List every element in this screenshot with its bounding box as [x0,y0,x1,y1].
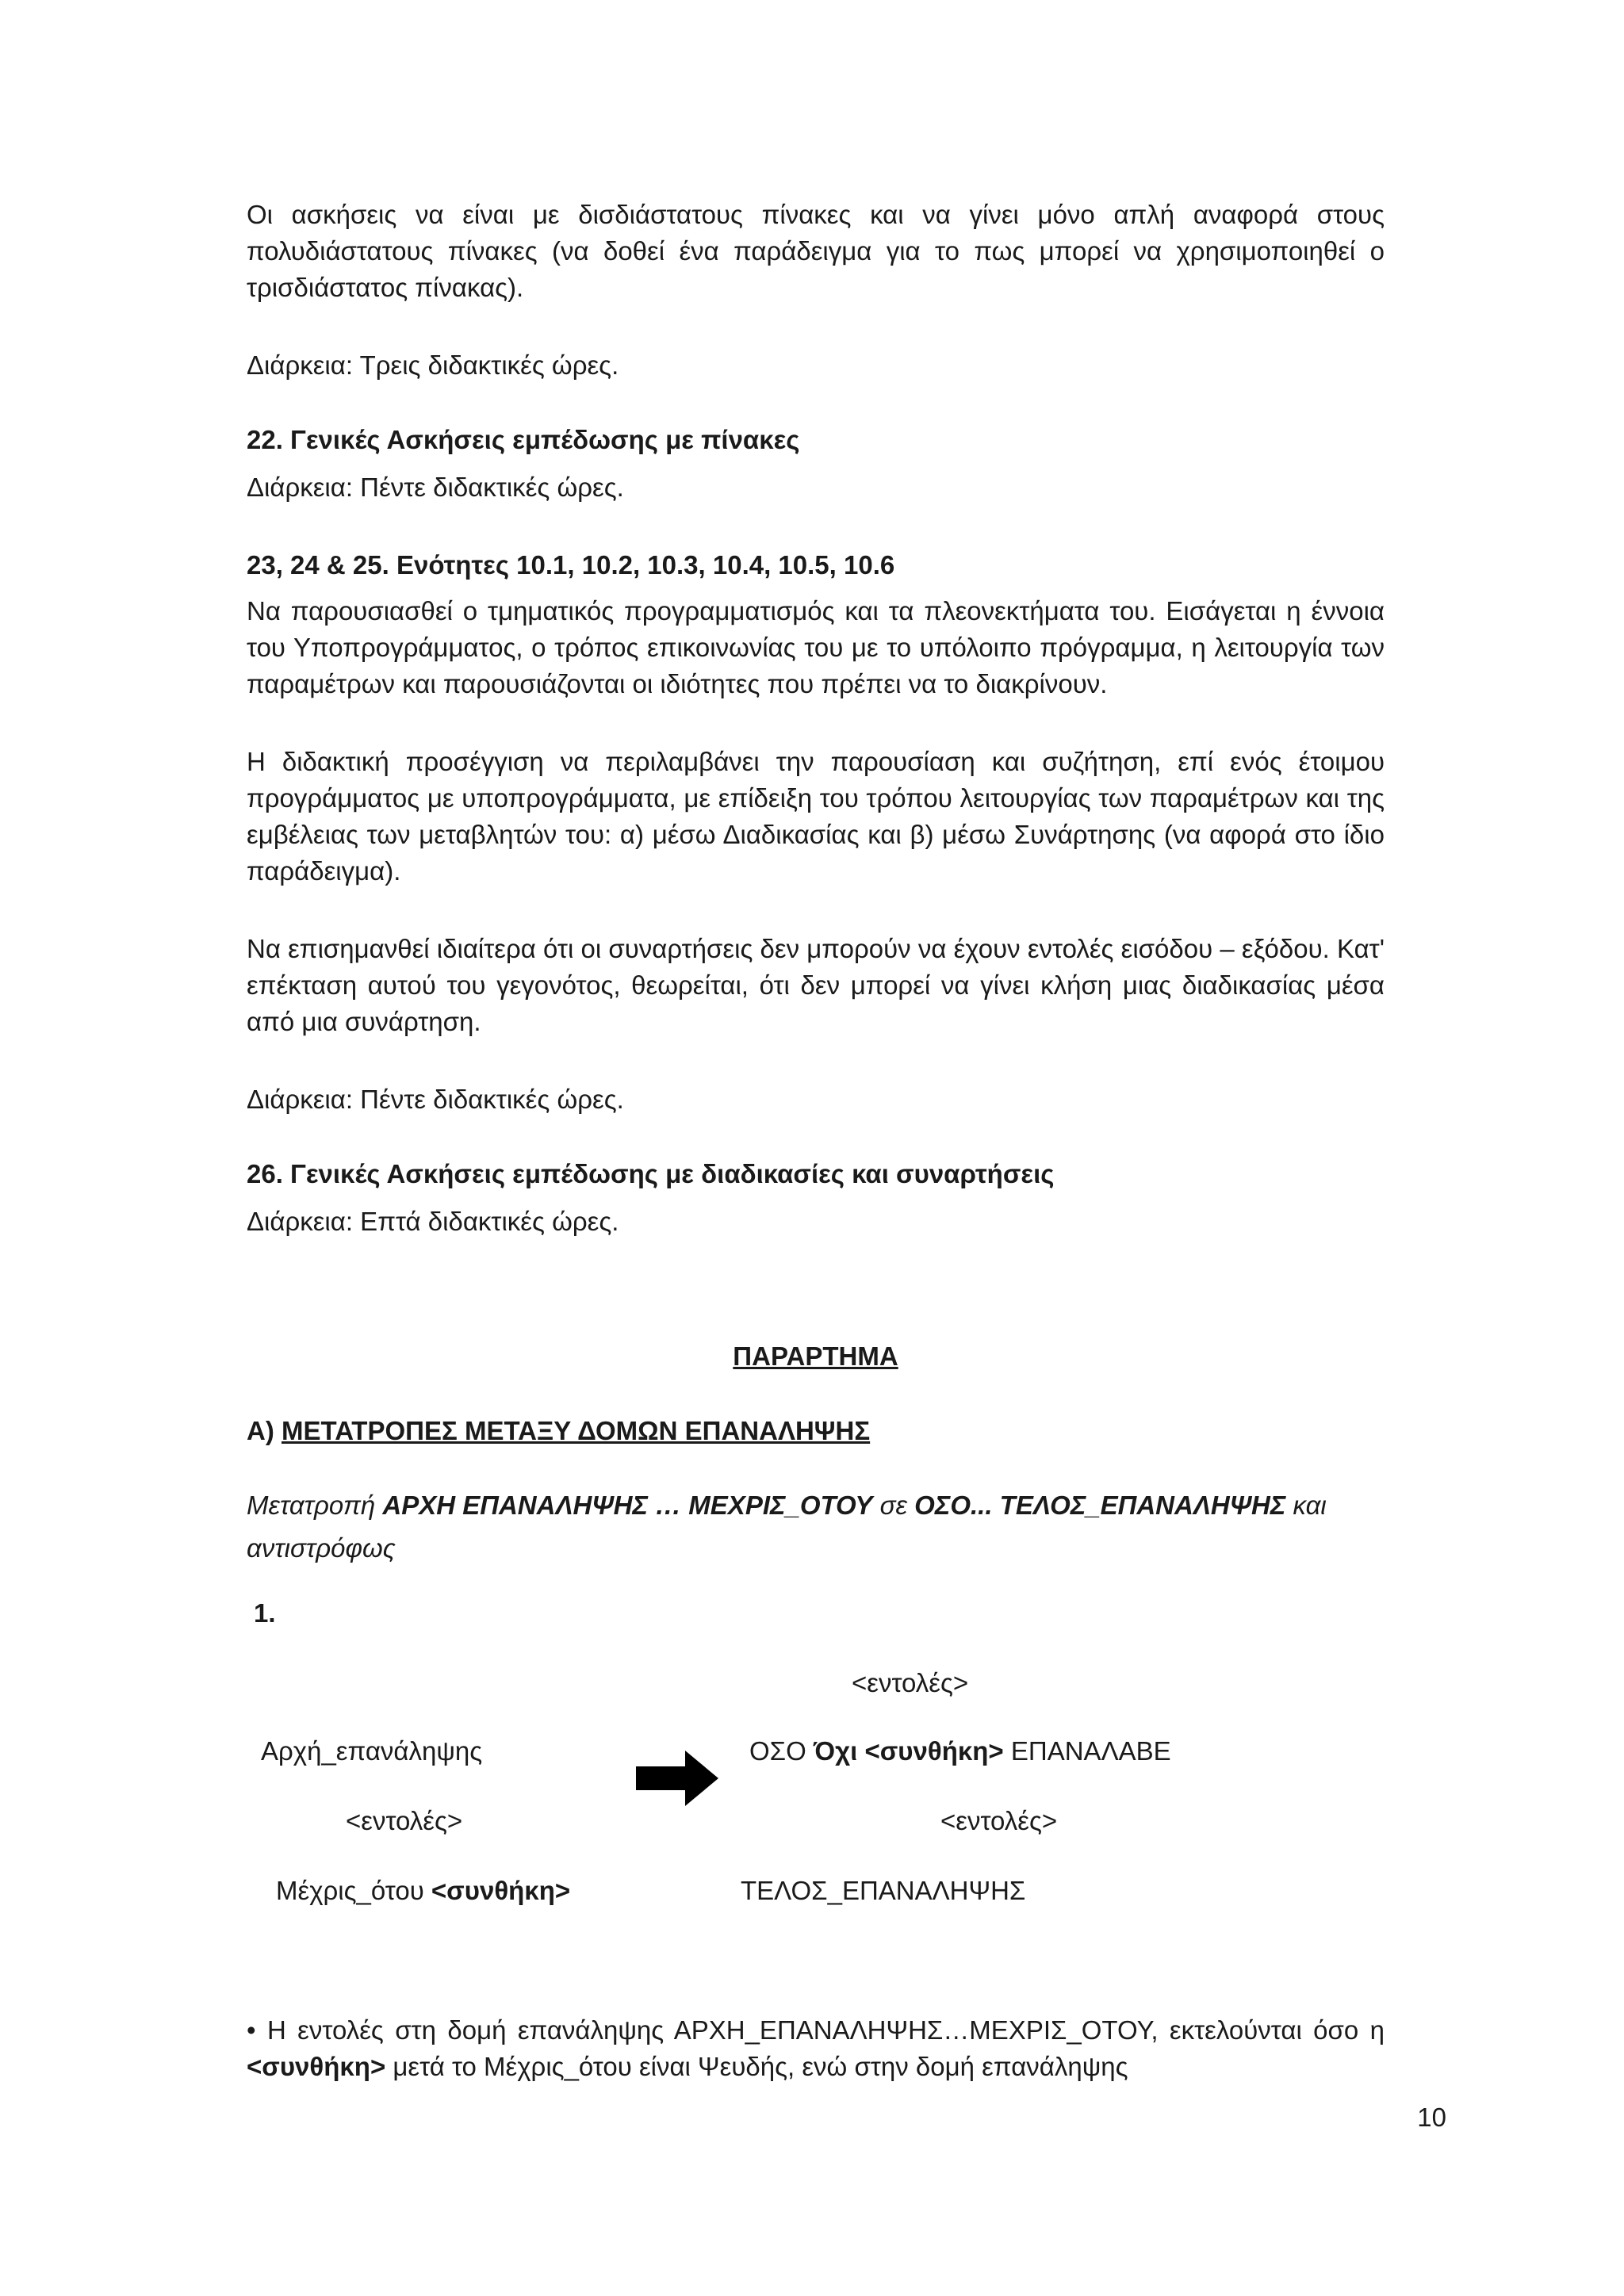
conversion-part-1: Μετατροπή [247,1490,383,1520]
bullet-text-2: μετά το Μέχρις_ότου είναι Ψευδής, ενώ στην δομή επανάληψης [385,2052,1128,2081]
right-commands-top: <εντολές> [852,1668,969,1697]
conversion-description [247,1484,1385,1570]
section-23-paragraph-1: Να παρουσιασθεί ο τμηματικός προγραμματισμός και τα πλεονεκτήματα του. Εισάγεται η έννοια του Υποπρογράμματος, ο τρόπος επικοινωνίας του με το υπόλοιπο πρόγραμμα, η λειτουργία των παραμέτρων και παρουσιάζονται οι ιδιότητες που πρέπει να το διακρίνουν. [247,596,1385,698]
left-commands: <εντολές> [346,1806,463,1835]
section-26-duration: Διάρκεια: Επτά διδακτικές ώρες. [247,1207,619,1236]
appendix-title: ΠΑΡΑΡΤΗΜΑ [733,1341,898,1371]
conversion-part-5: και αντιστρόφως [247,1490,1327,1563]
right-while-line [749,1733,1171,1770]
left-until-condition [276,1873,570,1909]
section-a-title: ΜΕΤΑΤΡΟΠΕΣ ΜΕΤΑΞΥ ΔΟΜΩΝ ΕΠΑΝΑΛΗΨΗΣ [282,1416,871,1445]
section-22-heading: 22. Γενικές Ασκήσεις εμπέδωσης με πίνακες [247,425,800,454]
bullet-paragraph [247,2012,1385,2085]
page-number: 10 [1417,2103,1446,2132]
right-commands: <εντολές> [940,1806,1058,1835]
section-a-heading [247,1413,1385,1449]
section-a-prefix: Α) [247,1416,282,1445]
example-number: 1. [254,1598,276,1628]
conversion-part-4: ΟΣΟ... ΤΕΛΟΣ_ΕΠΑΝΑΛΗΨΗΣ [914,1490,1286,1520]
section-22-duration: Διάρκεια: Πέντε διδακτικές ώρες. [247,473,624,502]
section-23-paragraph-2: Η διδακτική προσέγγιση να περιλαμβάνει την παρουσίαση και συζήτηση, επί ενός έτοιμου προγράμματος με υποπρογράμματα, με επίδειξη του τρόπου λειτουργίας των παραμέτρων και της εμβέλειας των μεταβλητών του: α) μέσω Διαδικασίας και β) μέσω Συνάρτησης (να αφορά στο ίδιο παράδειγμα). [247,747,1385,886]
conversion-part-3: σε [872,1490,915,1520]
left-until-label: Μέχρις_ότου [276,1876,431,1905]
section-23-heading: 23, 24 & 25. Ενότητες 10.1, 10.2, 10.3, 10.4, 10.5, 10.6 [247,550,895,580]
right-while-repeat: ΕΠΑΝΑΛΑΒΕ [1003,1736,1171,1766]
left-until-condition-bold: <συνθήκη> [431,1876,571,1905]
bullet-condition: <συνθήκη> [247,2052,386,2081]
section-23-duration: Διάρκεια: Πέντε διδακτικές ώρες. [247,1085,624,1114]
section-23-paragraph-3: Να επισημανθεί ιδιαίτερα ότι οι συναρτήσεις δεν μπορούν να έχουν εντολές εισόδου – εξόδου. Κατ' επέκταση αυτού του γεγονότος, θεωρείται, ότι δεν μπορεί να γίνει κλήση μιας διαδικασίας μέσα από μια συνάρτηση. [247,934,1385,1036]
right-while-keyword: ΟΣΟ [749,1736,814,1766]
section-26-heading: 26. Γενικές Ασκήσεις εμπέδωσης με διαδικασίες και συναρτήσεις [247,1159,1055,1188]
right-arrow-icon [636,1751,718,1806]
conversion-part-2: ΑΡΧΗ ΕΠΑΝΑΛΗΨΗΣ … ΜΕΧΡΙΣ_ΟΤΟΥ [382,1490,873,1520]
intro-duration: Διάρκεια: Τρεις διδακτικές ώρες. [247,350,619,380]
right-end-repeat: ΤΕΛΟΣ_ΕΠΑΝΑΛΗΨΗΣ [741,1876,1026,1905]
bullet-symbol: • [247,2015,256,2045]
right-while-condition: Όχι <συνθήκη> [813,1736,1004,1766]
intro-paragraph: Οι ασκήσεις να είναι με δισδιάστατους πίνακες και να γίνει μόνο απλή αναφορά στους πολυδιάστατους πίνακες (να δοθεί ένα παράδειγμα για το πως μπορεί να χρησιμοποιηθεί ο τρισδιάστατος πίνακας). [247,200,1385,302]
bullet-text-1: Η εντολές στη δομή επανάληψης ΑΡΧΗ_ΕΠΑΝΑΛΗΨΗΣ…ΜΕΧΡΙΣ_ΟΤΟΥ, εκτελούνται όσο η [255,2015,1385,2045]
left-repeat-start: Αρχή_επανάληψης [261,1736,483,1766]
